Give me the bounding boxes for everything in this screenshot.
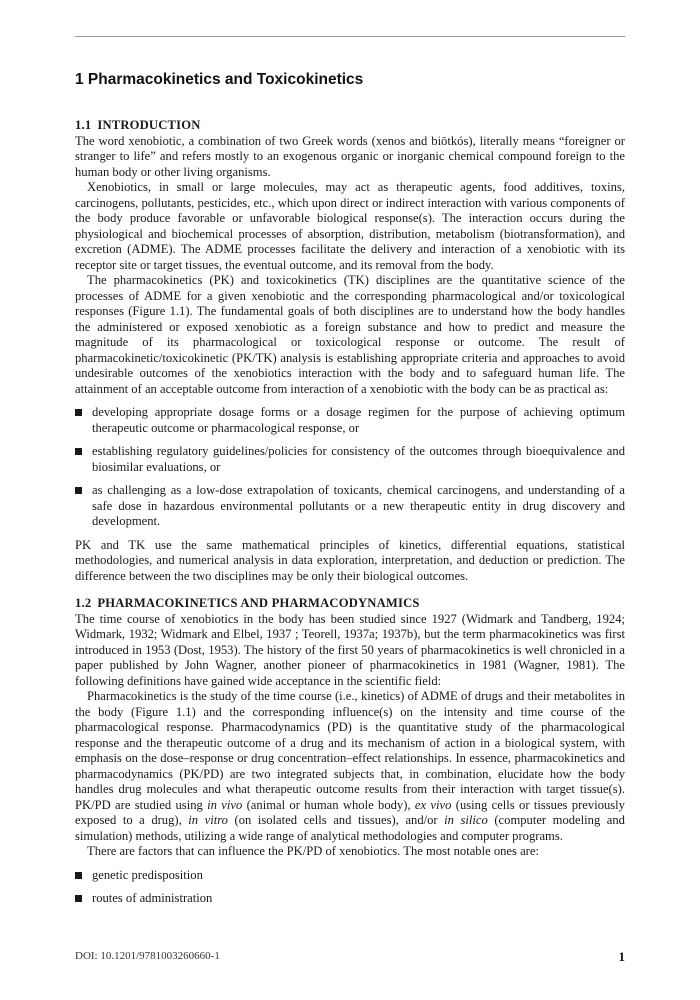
square-bullet-icon (75, 872, 82, 879)
square-bullet-icon (75, 895, 82, 902)
bullet-list (75, 405, 625, 530)
chapter-title: 1 Pharmacokinetics and Toxicokinetics (75, 71, 364, 88)
paragraph-definitions (75, 689, 625, 844)
doi-footer: DOI: 10.1201/9781003260660-1 (75, 950, 220, 962)
bullet-item (75, 483, 625, 530)
section-title: INTRODUCTION (97, 118, 201, 132)
bullet-text: genetic predisposition (92, 867, 203, 882)
section-number: 1.2 (75, 596, 92, 610)
bullet-text: routes of administration (92, 891, 213, 905)
text-run: (using cells or tissues previously exposed to a drug), (75, 797, 625, 827)
square-bullet-icon (75, 409, 82, 416)
page-body (75, 118, 625, 907)
header-rule (75, 36, 625, 37)
bullet-text: as challenging as a low-dose extrapolation of toxicants, chemical carcinogens, and understanding of a safe dose in hazardous environmental pollutants or a new therapeutic entity in drug discovery and development. (92, 483, 625, 528)
square-bullet-icon (75, 448, 82, 455)
bullet-text: developing appropriate dosage forms or a dosage regimen for the purpose of achieving optimum therapeutic outcome or pharmacological response, or (92, 405, 625, 435)
paragraph: PK and TK use the same mathematical principles of kinetics, differential equations, statistical methodologies, and numerical analysis in data exploration, interpretation, and deduction or prediction. The difference between the two disciplines may be only their biological outcomes. (75, 537, 625, 583)
bullet-item (75, 405, 625, 436)
page-number: 1 (618, 949, 625, 964)
text-run: (computer modeling and simulation) methods, utilizing a wide range of analytical methodologies and computer programs. (75, 813, 625, 843)
italic-term: ex vivo (414, 797, 452, 812)
text-run: (animal or human whole body), (242, 797, 415, 812)
text-run: Pharmacokinetics is the study of the time course (i.e., kinetics) of ADME of drugs and their metabolites in the body (Figure 1.1) and the corresponding influence(s) on the intensity and time course of the pharmacological response. Pharmacodynamics (PD) is the quantitative study of the pharmacological response and the therapeutic outcome of a drug and its mechanism of action in a biological system, with emphasis on the dose–response or drug concentration–effect relationships. In essence, pharmacokinetics and pharmacodynamics (PK/PD) are two integrated subjects that, in combination, elucidate how the body handles drug molecules and what therapeutic outcome results from their interaction with target tissue(s). PK/PD are studied using (75, 689, 625, 812)
paragraph: Xenobiotics, in small or large molecules, may act as therapeutic agents, food additives, toxins, carcinogens, pollutants, pesticides, etc., which upon direct or indirect interaction with various components of the body produce favorable or unfavorable biological response(s). The interaction occurs during the physiological and biochemical processes of absorption, distribution, metabolism (biotransformation), and excretion (ADME). The ADME processes facilitate the delivery and interaction of a xenobiotic with its receptor site or target tissues, the eventual outcome, and its removal from the body. (75, 180, 625, 272)
bullet-item (75, 891, 625, 907)
section-title: PHARMACOKINETICS AND PHARMACODYNAMICS (97, 596, 420, 610)
bullet-item (75, 444, 625, 475)
italic-term: in vitro (188, 813, 228, 827)
paragraph: The time course of xenobiotics in the body has been studied since 1927 (Widmark and Tandberg, 1924; Widmark, 1932; Widmark and Elbel, 1937 ; Teorell, 1937a; 1937b), but the term pharmacokinetics was first introduced in 1953 (Dost, 1953). The history of the first 50 years of pharmacokinetics is well chronicled in a paper published by John Wagner, another pioneer of pharmacokinetics in 1981 (Wagner, 1981). The following definitions have gained wide acceptance in the scientific field: (75, 611, 625, 688)
bullet-item (75, 868, 625, 884)
paragraph: There are factors that can influence the PK/PD of xenobiotics. The most notable ones are: (87, 844, 539, 858)
bullet-list (75, 868, 625, 907)
section-number: 1.1 (75, 118, 92, 132)
text-run: (on isolated cells and tissues), and/or (227, 813, 445, 827)
square-bullet-icon (75, 487, 82, 494)
section-heading-introduction (75, 118, 625, 134)
bullet-text: establishing regulatory guidelines/policies for consistency of the outcomes through bioequivalence and biosimilar evaluations, or (92, 444, 625, 474)
paragraph: The word xenobiotic, a combination of two Greek words (xenos and biōtkós), literally means “foreigner or stranger to life” and refers mostly to an exogenous organic or inorganic chemical compound foreign to the human body or other living organisms. (75, 133, 625, 179)
paragraph: The pharmacokinetics (PK) and toxicokinetics (TK) disciplines are the quantitative science of the processes of ADME for a given xenobiotic and the corresponding pharmacological and/or toxicological responses (Figure 1.1). The fundamental goals of both disciplines are to understand how the body handles the administered or exposed xenobiotic as a foreign substance and how to predict and measure the magnitude of its pharmacological or toxicological response or outcome. The result of pharmacokinetic/toxicokinetic (PK/TK) analysis is establishing appropriate criteria and approaches to avoid undesirable outcomes of the xenobiotics interaction with the body and to safeguard human life. The attainment of an acceptable outcome from interaction of a xenobiotic with the body can be as practical as: (75, 273, 625, 396)
section-heading-pk-pd (75, 596, 625, 612)
italic-term: in silico (444, 813, 488, 827)
italic-term: in vivo (207, 797, 243, 812)
